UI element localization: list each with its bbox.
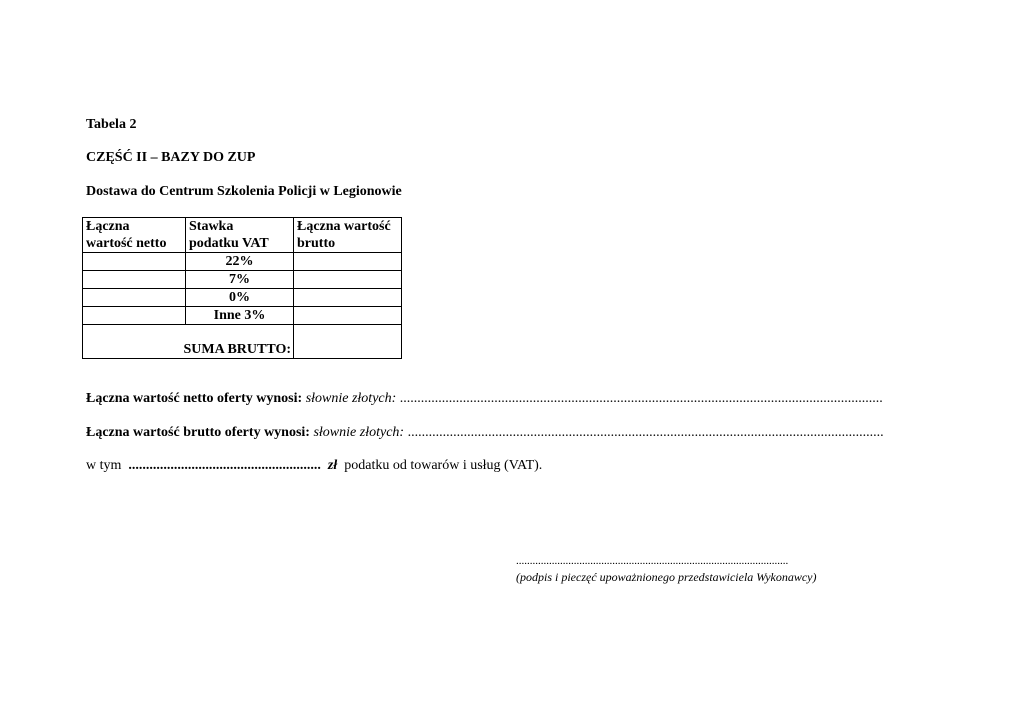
net-value-cell: [83, 253, 186, 271]
table-row: [83, 253, 402, 271]
vat-rate-cell: 7%: [186, 271, 294, 289]
sum-value-cell: [294, 325, 402, 359]
vat-prefix: w tym: [86, 458, 122, 473]
header-vat-rate-line2: podatku VAT: [189, 236, 269, 251]
sum-label: SUMA BRUTTO:: [83, 325, 294, 359]
signature-caption: (podpis i pieczęć upoważnionego przedstawiciela Wykonawcy): [516, 570, 817, 584]
vat-table-header-row: [83, 218, 402, 253]
vat-amount-dots: .......................................................: [128, 458, 321, 473]
table-row: [83, 289, 402, 307]
gross-total-line: [86, 424, 884, 442]
net-total-line: [86, 390, 883, 408]
header-vat-rate: [186, 218, 294, 253]
vat-rate-cell: 0%: [186, 289, 294, 307]
header-vat-rate-line1: Stawka: [189, 219, 234, 234]
net-total-words-label: słownie złotych:: [305, 391, 397, 406]
sum-row: [83, 325, 402, 359]
net-total-label: Łączna wartość netto oferty wynosi:: [86, 391, 303, 406]
gross-total-label: Łączna wartość brutto oferty wynosi:: [86, 425, 310, 440]
header-net-value-line1: Łączna: [86, 219, 130, 234]
table-row: [83, 271, 402, 289]
vat-amount-line: [86, 457, 542, 475]
net-value-cell: [83, 271, 186, 289]
header-gross-value-line2: brutto: [297, 236, 336, 251]
net-total-dots: ..........................................................................................................................................: [399, 391, 883, 406]
vat-rate-cell: 22%: [186, 253, 294, 271]
gross-value-cell: [294, 271, 402, 289]
vat-rate-cell: Inne 3%: [186, 307, 294, 325]
part-heading: CZĘŚĆ II – BAZY DO ZUP: [86, 150, 256, 165]
gross-value-cell: [294, 289, 402, 307]
table-row: [83, 307, 402, 325]
header-gross-value-line1: Łączna wartość: [297, 219, 391, 234]
gross-value-cell: [294, 307, 402, 325]
header-net-value-line2: wartość netto: [86, 236, 167, 251]
table-number-heading: Tabela 2: [86, 117, 137, 132]
net-value-cell: [83, 307, 186, 325]
net-value-cell: [83, 289, 186, 307]
header-gross-value: [294, 218, 402, 253]
gross-total-dots: ........................................................................................................................................: [407, 425, 884, 440]
delivery-heading: Dostawa do Centrum Szkolenia Policji w Legionowie: [86, 184, 402, 199]
vat-suffix: podatku od towarów i usług (VAT).: [344, 458, 543, 473]
vat-table: [82, 217, 402, 359]
gross-total-words-label: słownie złotych:: [313, 425, 405, 440]
gross-value-cell: [294, 253, 402, 271]
vat-currency: zł: [327, 458, 338, 473]
header-net-value: [83, 218, 186, 253]
signature-line: ...................................................................................................: [516, 555, 789, 567]
